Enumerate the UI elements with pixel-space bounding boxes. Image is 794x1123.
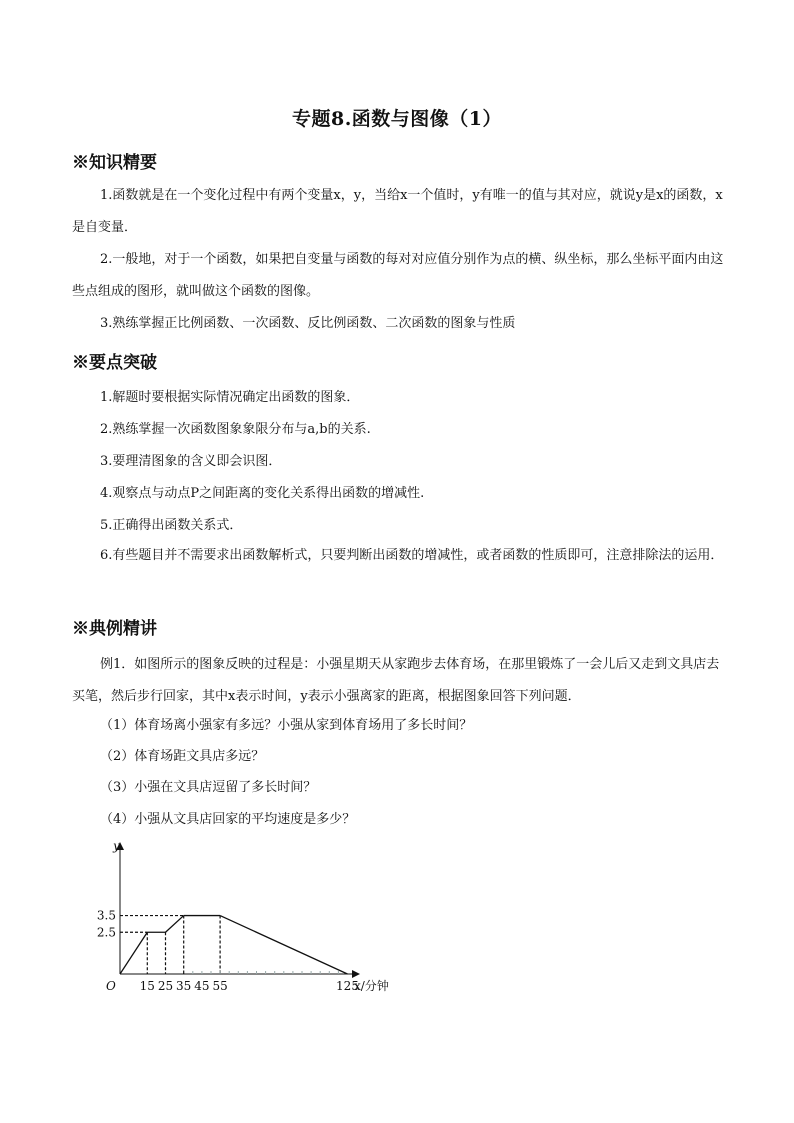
data-line-segment [120, 932, 147, 974]
data-line-segment [220, 916, 347, 974]
example-question-1: （1）体育场离小强家有多远？小强从家到体育场用了多长时间？ [100, 718, 473, 733]
x-tick-label: 45 [194, 979, 210, 993]
x-tick-label: 15 [139, 979, 155, 993]
example-question-3: （3）小强在文具店逗留了多长时间？ [100, 780, 317, 795]
example-intro: 例1．如图所示的图象反映的过程是：小强星期天从家跑步去体育场，在那里锻炼了一会儿后又走到文具店去买笔，然后步行回家，其中x表示时间，y表示小强离家的距离，根据图象回答下列问题． [72, 657, 720, 704]
x-tick-label: 55 [212, 979, 228, 993]
knowledge-item-1: 1.函数就是在一个变化过程中有两个变量x，y，当给x一个值时，y有唯一的值与其对应，就说y是x的函数，x是自变量． [72, 188, 723, 235]
data-line-segment [166, 916, 184, 933]
keypoint-item-6: 6.有些题目并不需要求出函数解析式，只要判断出函数的增减性，或者函数的性质即可，注意排除法的运用． [100, 548, 724, 563]
keypoint-item-2: 2.熟练掌握一次函数图象象限分布与a,b的关系. [100, 422, 371, 437]
example-question-4: （4）小强从文具店回家的平均速度是多少？ [100, 812, 356, 827]
knowledge-item-3: 3.熟练掌握正比例函数、一次函数、反比例函数、二次函数的图象与性质 [100, 316, 516, 331]
x-tick-label: 125 [336, 979, 359, 993]
example-question-2: （2）体育场距文具店多远？ [100, 749, 265, 764]
page-title: 专题8.函数与图像（1） [291, 108, 503, 130]
y-tick-label: 3.5 [96, 908, 116, 923]
section-heading-keypoints: ※要点突破 [72, 353, 157, 373]
y-tick-label: 2.5 [96, 925, 116, 940]
x-tick-label: 25 [157, 979, 174, 993]
section-heading-examples: ※典例精讲 [72, 619, 157, 639]
distance-time-graph [96, 838, 416, 998]
y-axis-label: y [113, 839, 120, 853]
keypoint-item-4: 4.观察点与动点P之间距离的变化关系得出函数的增减性. [100, 486, 425, 501]
x-tick-label: 35 [176, 979, 192, 993]
keypoint-item-3: 3.要理清图象的含义即会识图． [100, 454, 282, 469]
section-heading-knowledge: ※知识精要 [72, 153, 157, 173]
keypoint-item-5: 5.正确得出函数关系式． [100, 518, 243, 533]
origin-label: O [106, 979, 116, 993]
x-axis-label: x/分钟 [354, 979, 389, 993]
keypoint-item-1: 1.解题时要根据实际情况确定出函数的图象． [100, 390, 360, 405]
knowledge-item-2: 2.一般地，对于一个函数，如果把自变量与函数的每对对应值分别作为点的横、纵坐标，那么坐标平面内由这些点组成的图形，就叫做这个函数的图像。 [72, 252, 724, 299]
